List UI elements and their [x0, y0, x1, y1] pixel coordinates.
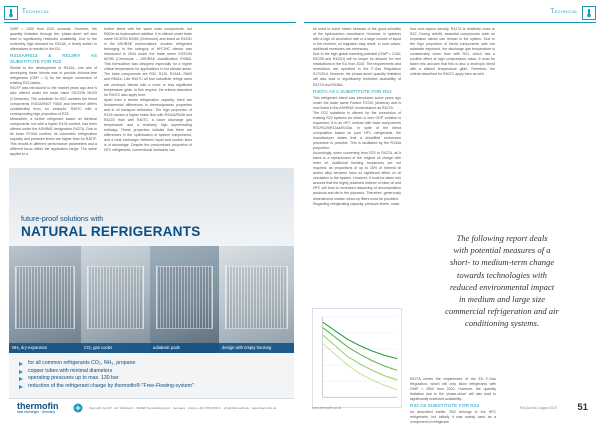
paragraph: flow and vapour density, R427A is relatively close to R22. During retrofit, essential components such as expansion valves can remain in the system. Due to the high proportion of blend components with low adiabatic exponent, the discharge gas temperature is considerably lower than with R22, which has a positive effect at high compression ratios. It must be taken into account that this is also a zeotropic blend with a distinct temperature glide. Therefore, the criteria described for R407C apply here as well. [410, 27, 495, 77]
performance-chart [312, 308, 402, 408]
product-image [219, 246, 294, 353]
chart-svg [313, 309, 401, 407]
quote-line: in medium and large size [458, 294, 546, 305]
paragraph: further blend with the same main components, but R600a as hydrocarbon additive. It is offered under trade name ISCEON MO89 (Chemours) and listed as R422D in the ASHRAE nomenclature. Another refrigerant belonging to the category of HFC/HC blends was introduced in 2004 under the trade name ISCEON MO99 (Chemours – ASHRAE classification R438A. This formulation was designed especially for a higher critical temperature for applications in hot climate areas. The base components are R32, R125, R134A, R600 and R601a. Like R407C all four substitute refrige rants are zeotropic blends with a more or less significant temperature glide. In this respect, the criteria described for R407C also apply here. [104, 27, 192, 97]
image-caption: NH₃ dry-expansion [9, 343, 81, 353]
ad-kicker: future-proof solutions with [21, 214, 104, 223]
header-rule-right [304, 22, 596, 23]
section-label-right: Technical [550, 8, 578, 15]
paragraph: Similar to the development of R410A, one aim of developing these blends was to provide chlorine-free refrigerants (ODP = 0) for the simple conversion of existing R22 plants. [10, 66, 97, 86]
image-caption: CO₂ gas cooler [81, 343, 150, 353]
text-column-5 [410, 377, 496, 424]
paragraph: R427A meets the requirement of the EU F-Gas Regulation, which will only allow refrigerants with GWP < 2500 from 2020. However, the quantity limitation due to the 'phase-down' will also lead to significantly restricted availability. [410, 377, 496, 402]
list-item: operating pressures up to max. 130 bar [19, 375, 289, 383]
quote-line: towards technologies with [457, 269, 547, 280]
thermofin-logo: thermofin [17, 401, 59, 411]
paragraph: be used to some extent because of the good solubility of the hydrocarbon constituent. However, in systems with a high oil circulation rate or a large volume of liquid in the receiver, oil migration may result. In such cases, additional measures are necessary. [313, 27, 401, 52]
ad-header-band [9, 168, 294, 253]
ad-feature-list [19, 360, 289, 390]
quote-line: commercial refrigeration and air [445, 306, 559, 317]
thermometer-icon [582, 6, 596, 20]
product-image [9, 246, 81, 353]
list-item: for all common refrigerants CO₂, NH₃, propane [19, 360, 289, 368]
text-column-3 [313, 27, 401, 207]
quote-line: conditioning systems. [465, 318, 539, 329]
text-column-4 [410, 27, 495, 77]
thermometer-icon [4, 6, 18, 20]
paragraph: Accordingly, when converting from R22 to R427A, all it takes is a replacement of the original oil charge with ester oil. Additional flushing sequences are not required, as proportions of up to 15% of mineral oil and/or alkyl benzene have no significant effect on oil circulation in the system. However, it must be taken into account that the highly polarised mixture of ester oil and HFC will lead to increased dissolving of decomposition products and dirt in the pipework. Therefore, generously dimensioned suction clean-up filters must be provided. [313, 151, 401, 201]
product-image [81, 246, 150, 353]
quote-line: with potential measures of a [453, 245, 551, 256]
list-item: reduction of the refrigerant charge by thermofin®-"Free-Flowing-system" [19, 383, 289, 391]
paragraph: Apart from a similar refrigeration capacity, there are fundamental differences in thermodynamic properties and in oil transport behaviour. The high proportion of R125 causes a higher mass flow with R410A/R438 and R422D than with R407C, a lower discharge gas temperature and a relatively high superheating enthalpy. These properties indicate that there are differences in the optimisation of system components, and a heat exchanger between liquid and suction lines is of advantage. Despite the predominant proportion of HFC refrigerants, conventional lubricants can [104, 97, 192, 153]
footer-issue: RACjournal | August 2019 [520, 406, 557, 410]
header-rule-left [4, 22, 296, 23]
subheading: R410A/R513 & R513RA AS SUBSTITUTE FOR R22 [10, 54, 97, 66]
paragraph: Meanwhile, a further refrigerant based on identical components, but with a higher R134 content, has been offered under the ASHRAE designation R427A. Due to its lower R744A content, its volumetric refrigeration capacity and pressure levels are higher than for R407F. This results in different performance parameters and a different focus within the application range. The same applies to a [10, 116, 97, 157]
text-column-2 [104, 27, 192, 153]
quote-line: The following report deals [456, 233, 548, 243]
paragraph: R407F was introduced to the market years ago and is also offered under the trade name ISCEON MO29 (Chemours). The substitute for R22 contains the blend components R410A/R407 R600 and therefore differs considerably from, for example, R407C with a corresponding high proportion of R32. [10, 86, 97, 116]
ad-contact: thermofin GmbH · Am Windrad 1 · 08468 Heinsdorfergrund · Germany · phone +49 3765 3800 0 · info@thermofin.de · www.thermofin.de [89, 406, 277, 410]
text-column-1 [10, 27, 97, 157]
paragraph: The R22 substitute is offered for the conversion of existing R22 systems for which a 'zero ODP' solution is requested. It is an HFC mixture with base components R32/R125/R134a/R143a. In spite of the blend composition based on pure HFC refrigerants, the manufacturer states that a simplified conversion procedure is possible. This is facilitated by the R143a proportion. [313, 110, 401, 151]
image-caption: design with empty housing [219, 343, 294, 353]
footer-url: www.thermofin.co.uk [312, 406, 342, 410]
paragraph: This refrigerant blend was introduced some years ago under the trade name Forane FX220 (Arkema) and is now listed in the ASHRAE nomenclature as R427A. [313, 95, 401, 110]
thermofin-advertisement [9, 168, 294, 416]
logo-mark-icon [73, 403, 83, 413]
image-caption: adiabatic pads [150, 343, 219, 353]
paragraph: GWP = 1300 from 2021 onwards. However, the quantity limitation through the 'phase-down' will also lead to significantly restricted availability. Due to the extremely high demand for R410A, a timely switch to alternatives is needed in the EU. [10, 27, 97, 52]
logo-tagline: heat exchanger · Germany [17, 410, 55, 414]
subheading: R407A AS A SUBSTITUTE FOR R22 [313, 89, 392, 95]
quote-line: short- to medium-term change [449, 257, 555, 268]
quote-line: reduced environmental impact [449, 281, 555, 292]
section-label-left: Technical [22, 8, 50, 15]
list-item: copper tubes with minimal diameters [19, 368, 289, 376]
ad-product-images [9, 246, 294, 353]
subheading: R32 AS SUBSTITUTE FOR R22 [410, 404, 480, 410]
ad-title: NATURAL REFRIGERANTS [21, 224, 201, 239]
page-number: 51 [577, 402, 588, 413]
paragraph: Regarding refrigerating capacity, pressure levels, mass [313, 201, 400, 206]
pull-quote [412, 232, 592, 330]
paragraph: As described earlier, R32 belongs to the HFC refrigerants, but initially it was mainly used as a component of refrigerant [410, 410, 496, 424]
chart-axes [323, 317, 397, 397]
paragraph: Due to the high global warming potential (GWP = 2140; R422B and R422D) will no longer be allowed for new installations in the EU from 2020. The requirements and restrictions are specified in the F-Gas Regulation 517/2014. However, the 'phase-down' quantity limitation will also lead to significantly restricted availability of R427A and R438A. [313, 52, 401, 87]
product-image [150, 246, 219, 353]
ad-footer [9, 398, 294, 416]
